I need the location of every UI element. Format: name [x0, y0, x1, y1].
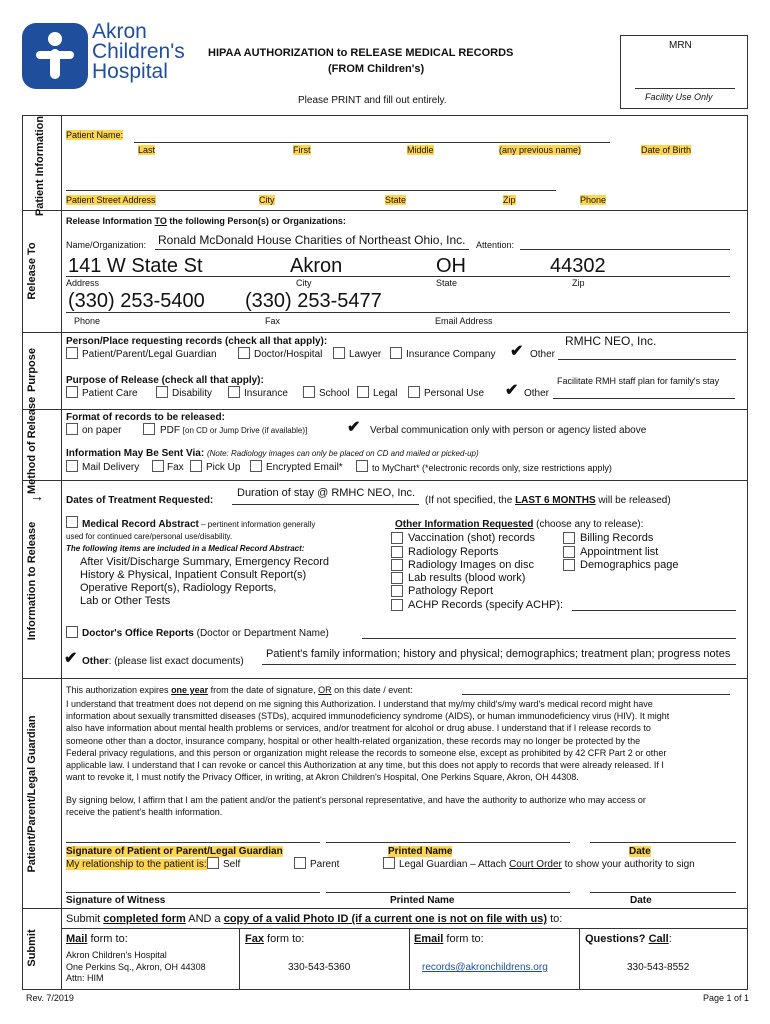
purpose-other-value[interactable]: Facilitate RMH staff plan for family's stay: [557, 376, 720, 386]
dates-note: (If not specified, the LAST 6 MONTHS will be released): [425, 495, 671, 506]
arrow-right-icon: →: [30, 488, 44, 504]
radiology-reports-checkbox[interactable]: [391, 546, 403, 558]
other-docs-check-icon[interactable]: ✔: [64, 650, 78, 667]
send-pickup-checkbox[interactable]: [190, 460, 202, 472]
requester-other-check-icon[interactable]: ✔: [510, 343, 524, 360]
doctor-office-checkbox[interactable]: [66, 626, 78, 638]
abstract-item: History & Physical, Inpatient Consult Report(s): [80, 569, 307, 581]
abstract-item: After Visit/Discharge Summary, Emergency Record: [80, 556, 330, 568]
patient-name-label: Patient Name:: [66, 130, 124, 140]
legal-paragraph: I understand that treatment does not depend on me signing this Authorization. I understand that my/my child's/my ward's medical record might have information about sexually transmitted diseases (STDs), acquired immunodeficiency syndrome (AIDS), or human immunodeficiency virus (HIV). It might also have information about mental health problems or services, and/or treatment for alcohol or drug abuse. I understand that if I release records to someone other than a doctor, insurance company, hospital or other health-related organization, these records may no longer be protected by the Federal privacy regulations, and this person or organization might release the records to someone else, except as prohibited by 42 CFR Part 2 or other applicable law. I understand that I can revoke or cancel this Authorization at any time, but this does not apply to records that were already released. If I want to revoke it, I must notify the Privacy Officer, in writing, at Akron Children's Hospital, One Perkins Square, Akron, OH 44308.: [66, 699, 670, 783]
dates-label: Dates of Treatment Requested:: [66, 495, 214, 506]
other-docs-label: Other: (please list exact documents): [82, 656, 244, 667]
relationship-guardian-checkbox[interactable]: [383, 857, 395, 869]
printed-name-label[interactable]: Printed Name: [388, 846, 453, 857]
expiration-text: This authorization expires one year from the date of signature, OR on this date / event:: [66, 685, 413, 695]
relationship-self-checkbox[interactable]: [207, 857, 219, 869]
pathology-checkbox[interactable]: [391, 585, 403, 597]
pathology-label: Pathology Report: [408, 585, 493, 597]
format-verbal-check-icon[interactable]: ✔: [347, 419, 361, 436]
dob-label: Date of Birth: [641, 145, 692, 155]
purpose-disability-label: Disability: [172, 388, 213, 399]
requester-lawyer-checkbox[interactable]: [333, 347, 345, 359]
guardian-signature-label[interactable]: Signature of Patient or Parent/Legal Guardian: [66, 846, 283, 857]
send-fax-checkbox[interactable]: [152, 460, 164, 472]
state-sub-label: State: [436, 278, 458, 288]
last-name-label: Last: [138, 145, 156, 155]
purpose-school-checkbox[interactable]: [303, 386, 315, 398]
lab-results-label: Lab results (blood work): [408, 572, 526, 584]
relationship-label: My relationship to the patient is:: [66, 859, 207, 870]
abstract-title: Medical Record Abstract – pertinent information generally: [82, 519, 316, 530]
send-email-label: Encrypted Email*: [266, 462, 343, 473]
affirm-paragraph: By signing below, I affirm that I am the patient and/or the patient's personal representative, and have the authority to authorize who may access or receive the patient's health information.: [66, 795, 646, 818]
send-mail-checkbox[interactable]: [66, 460, 78, 472]
other-docs-value[interactable]: Patient's family information; history and physical; demographics; treatment plan; progress notes: [266, 648, 731, 660]
requester-insurance-label: Insurance Company: [406, 349, 496, 360]
city-sub-label: City: [296, 278, 312, 288]
zip-sub-label: Zip: [572, 278, 585, 288]
address-label: Patient Street Address: [66, 195, 156, 205]
revision-label: Rev. 7/2019: [26, 993, 74, 1003]
abstract-item: Operative Report(s), Radiology Reports,: [80, 582, 277, 594]
format-verbal-label: Verbal communication only with person or agency listed above: [370, 425, 647, 436]
state-value[interactable]: OH: [436, 255, 466, 277]
purpose-insurance-label: Insurance: [244, 388, 288, 399]
city-label: City: [259, 195, 275, 205]
side-patient-information: Patient Information: [34, 115, 46, 217]
requester-guardian-checkbox[interactable]: [66, 347, 78, 359]
side-release-to: Release To: [26, 242, 38, 300]
phone-number: 330-543-8552: [627, 962, 690, 973]
side-method: Method of Release: [26, 396, 38, 494]
requester-doctor-checkbox[interactable]: [238, 347, 250, 359]
witness-signature-label[interactable]: Signature of Witness: [66, 895, 166, 906]
achp-label: ACHP Records (specify ACHP):: [408, 599, 564, 611]
send-email-checkbox[interactable]: [250, 460, 262, 472]
requester-guardian-label: Patient/Parent/Legal Guardian: [82, 349, 217, 360]
send-mychart-label: to MyChart* (*electronic records only, size restrictions apply): [372, 463, 612, 473]
questions-heading: Questions? Call:: [585, 933, 672, 945]
demographics-checkbox[interactable]: [563, 559, 575, 571]
purpose-personal-checkbox[interactable]: [408, 386, 420, 398]
requester-insurance-checkbox[interactable]: [390, 347, 402, 359]
guardian-label: Legal Guardian – Attach Court Order to show your authority to sign: [399, 859, 695, 870]
appointment-label: Appointment list: [580, 546, 659, 558]
purpose-legal-checkbox[interactable]: [357, 386, 369, 398]
page-number: Page 1 of 1: [703, 993, 750, 1003]
submit-instruction: Submit completed form AND a copy of a valid Photo ID (if a current one is not on file with us) to:: [66, 913, 563, 925]
witness-printed-name-label[interactable]: Printed Name: [390, 895, 455, 906]
lab-results-checkbox[interactable]: [391, 572, 403, 584]
purpose-other-label: Other: [524, 388, 550, 399]
print-instruction: Please PRINT and fill out entirely.: [298, 95, 447, 106]
format-pdf-checkbox[interactable]: [143, 423, 155, 435]
purpose-personal-label: Personal Use: [424, 388, 485, 399]
email-sub-label: Email Address: [435, 316, 493, 326]
mail-address: Akron Children's Hospital One Perkins Sq., Akron, OH 44308 Attn: HIM: [66, 950, 206, 983]
appointment-checkbox[interactable]: [563, 546, 575, 558]
send-via-question: Information May Be Sent Via: (Note: Radiology images can only be placed on CD and mailed or picked-up): [66, 448, 479, 459]
purpose-question: Purpose of Release (check all that apply):: [66, 375, 264, 386]
format-pdf-label: PDF [on CD or Jump Drive (if available)]: [160, 425, 308, 436]
fax-number: 330-543-5360: [288, 962, 351, 973]
parent-label: Parent: [310, 859, 340, 870]
attention-label: Attention:: [476, 240, 515, 250]
requester-doctor-label: Doctor/Hospital: [254, 349, 323, 360]
abstract-item: Lab or Other Tests: [80, 595, 171, 607]
other-info-title: Other Information Requested (choose any to release):: [395, 519, 644, 530]
form-subtitle: (FROM Children's): [328, 63, 425, 75]
logo-text: Akron Children's Hospital: [92, 20, 185, 83]
mrn-label: MRN: [669, 40, 692, 51]
side-information-to-release: Information to Release: [26, 521, 38, 641]
self-label: Self: [223, 859, 241, 870]
dates-value[interactable]: Duration of stay @ RMHC NEO, Inc.: [237, 487, 416, 499]
facility-label: Facility Use Only: [645, 92, 713, 102]
demographics-label: Demographics page: [580, 559, 679, 571]
radiology-images-checkbox[interactable]: [391, 559, 403, 571]
fax-value[interactable]: (330) 253-5477: [245, 290, 382, 312]
mail-heading: Mail form to:: [66, 933, 128, 945]
vaccination-label: Vaccination (shot) records: [408, 532, 535, 544]
release-heading: Release Information TO the following Person(s) or Organizations:: [66, 216, 346, 226]
format-paper-label: on paper: [82, 425, 122, 436]
side-purpose: Purpose: [26, 348, 38, 393]
side-guardian: Patient/Parent/Legal Guardian: [26, 715, 38, 873]
vaccination-checkbox[interactable]: [391, 532, 403, 544]
address-sub-label: Address: [66, 278, 100, 288]
abstract-desc: used for continued care/personal use/disability.: [66, 532, 233, 541]
city-value[interactable]: Akron: [290, 255, 343, 277]
send-pickup-label: Pick Up: [206, 462, 241, 473]
achp-checkbox[interactable]: [391, 599, 403, 611]
purpose-legal-label: Legal: [373, 388, 398, 399]
phone-sub-label: Phone: [74, 316, 101, 326]
requester-other-label: Other: [530, 349, 556, 360]
fax-sub-label: Fax: [265, 316, 281, 326]
radiology-reports-label: Radiology Reports: [408, 546, 499, 558]
first-name-label: First: [293, 145, 311, 155]
email-heading: Email form to:: [414, 933, 484, 945]
radiology-images-label: Radiology Images on disc: [408, 559, 534, 571]
billing-checkbox[interactable]: [563, 532, 575, 544]
phone-label: Phone: [580, 195, 607, 205]
purpose-patient-care-label: Patient Care: [82, 388, 138, 399]
org-value[interactable]: Ronald McDonald House Charities of Northeast Ohio, Inc.: [158, 233, 466, 247]
middle-name-label: Middle: [407, 145, 434, 155]
requester-other-value[interactable]: RMHC NEO, Inc.: [565, 334, 657, 348]
format-question: Format of records to be released:: [66, 412, 225, 423]
witness-date-label[interactable]: Date: [630, 895, 652, 906]
state-label: State: [385, 195, 407, 205]
phone-value[interactable]: (330) 253-5400: [68, 290, 205, 312]
prev-name-label: (any previous name): [499, 145, 582, 155]
form-title: HIPAA AUTHORIZATION to RELEASE MEDICAL RECORDS: [208, 47, 514, 59]
purpose-school-label: School: [319, 388, 350, 399]
purpose-patient-care-checkbox[interactable]: [66, 386, 78, 398]
doctor-office-label: Doctor's Office Reports (Doctor or Department Name): [82, 628, 329, 639]
billing-label: Billing Records: [580, 532, 654, 544]
abstract-checkbox[interactable]: [66, 516, 78, 528]
requester-lawyer-label: Lawyer: [349, 349, 382, 360]
send-mail-label: Mail Delivery: [82, 462, 140, 473]
org-label: Name/Organization:: [66, 240, 147, 250]
purpose-disability-checkbox[interactable]: [156, 386, 168, 398]
format-paper-checkbox[interactable]: [66, 423, 78, 435]
fax-heading: Fax form to:: [245, 933, 305, 945]
purpose-insurance-checkbox[interactable]: [228, 386, 240, 398]
send-fax-label: Fax: [167, 462, 184, 473]
hospital-logo-icon: [22, 23, 88, 89]
send-mychart-checkbox[interactable]: [356, 460, 368, 472]
purpose-other-check-icon[interactable]: ✔: [505, 382, 519, 399]
abstract-includes: The following items are included in a Medical Record Abstract:: [66, 544, 305, 553]
zip-label: Zip: [503, 195, 516, 205]
date-label[interactable]: Date: [629, 846, 651, 857]
email-link[interactable]: records@akronchildrens.org: [422, 962, 548, 973]
street-value[interactable]: 141 W State St: [68, 255, 203, 277]
relationship-parent-checkbox[interactable]: [294, 857, 306, 869]
zip-value[interactable]: 44302: [550, 255, 606, 277]
requester-question: Person/Place requesting records (check all that apply):: [66, 336, 328, 347]
side-submit: Submit: [26, 929, 38, 967]
